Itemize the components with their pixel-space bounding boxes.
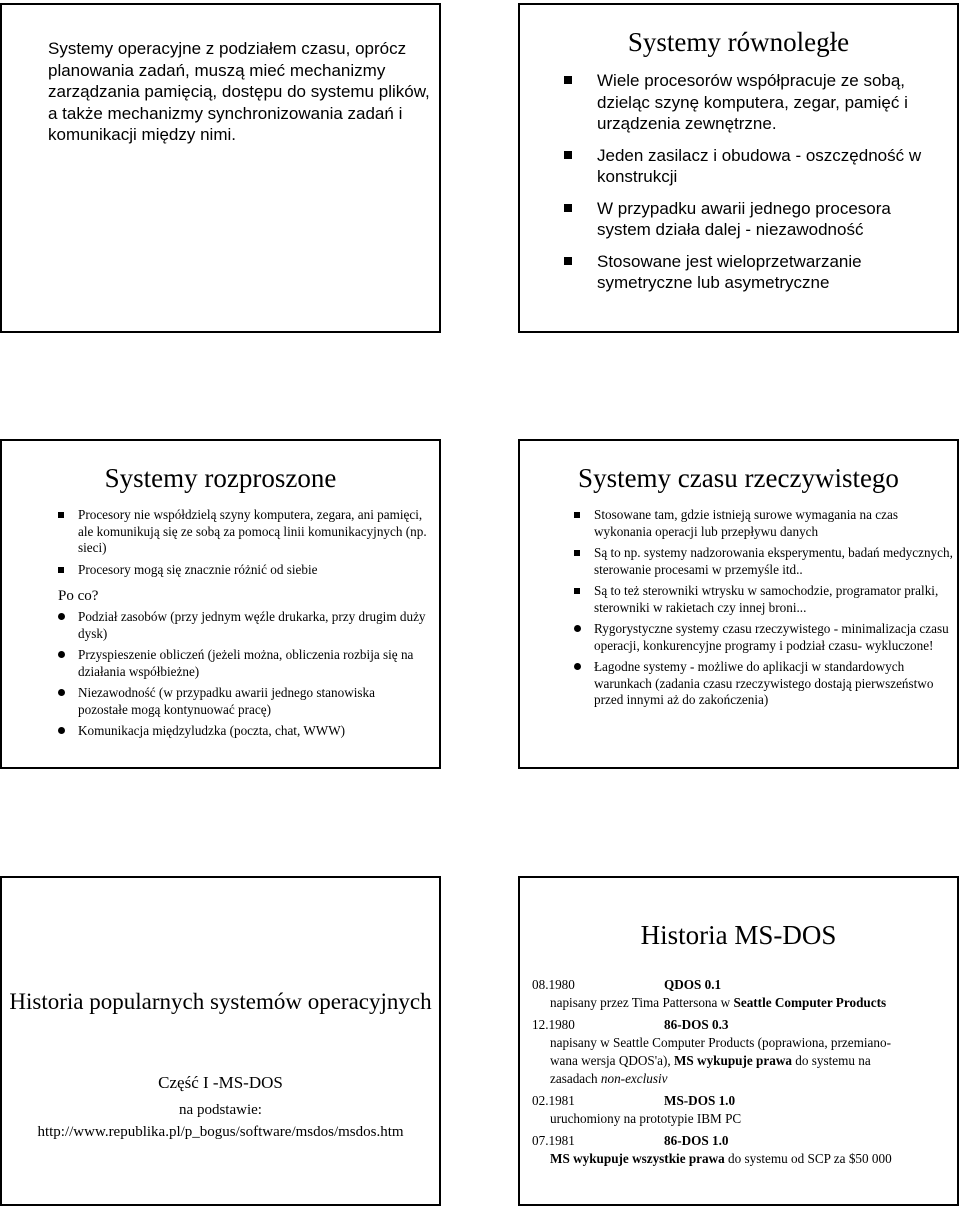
list-item-text: Niezawodność (w przypadku awarii jednego stanowiska pozostałe mogą kontynuować pracę) — [78, 685, 375, 717]
slide-title: Systemy rozproszone — [104, 463, 337, 493]
entry-text: napisany przez Tima Pattersona w — [550, 995, 734, 1010]
slide-distributed-systems — [0, 439, 441, 769]
history-entry — [532, 976, 952, 1012]
dot-bullet-icon — [574, 663, 581, 670]
list-item — [58, 609, 428, 642]
entry-date: 08.1980 — [532, 977, 575, 992]
square-bullet-icon — [564, 257, 572, 265]
dot-bullet-icon — [58, 689, 65, 696]
list-item-text: Rygorystyczne systemy czasu rzeczywistego - minimalizacja czasu operacji, konkurencyjne programy i podział czasu- wykluczone! — [594, 621, 949, 653]
list-item — [574, 507, 954, 540]
list-item — [58, 647, 428, 680]
list-item-text: Przyspieszenie obliczeń (jeżeli można, obliczenia rozbija się na działania współbieżne) — [78, 647, 414, 679]
slide-os-history-title — [0, 876, 441, 1206]
bullet-list — [574, 507, 954, 714]
square-bullet-icon — [58, 512, 64, 518]
entry-name: QDOS 0.1 — [664, 977, 722, 992]
entry-date: 02.1981 — [532, 1093, 575, 1108]
slide-realtime-systems — [518, 439, 959, 769]
list-item — [574, 659, 954, 709]
list-item — [58, 507, 428, 557]
square-bullet-icon — [574, 512, 580, 518]
source-url: http://www.republika.pl/p_bogus/software/msdos/msdos.htm — [37, 1124, 404, 1140]
entry-description — [532, 1150, 952, 1168]
list-item-text: Procesory nie współdzielą szyny komputera, zegara, ani pamięci, ale komunikują się ze sobą za pomocą linii komunikacyjnych (np. sieci) — [78, 507, 427, 555]
slide-time-sharing — [0, 3, 441, 333]
list-item-text: Stosowane tam, gdzie istnieją surowe wymagania na czas wykonania operacji lub przepływu danych — [594, 507, 898, 539]
entry-text-bold: MS wykupuje wszystkie prawa — [550, 1151, 725, 1166]
list-item — [564, 145, 949, 188]
slide-title: Systemy równoległe — [627, 27, 850, 57]
entry-date: 07.1981 — [532, 1133, 575, 1148]
list-item — [574, 545, 954, 578]
bullet-list — [58, 507, 428, 583]
list-item-text: Procesory mogą się znacznie różnić od siebie — [78, 561, 318, 577]
list-item — [58, 685, 428, 718]
history-entry — [532, 1092, 952, 1128]
square-bullet-icon — [574, 550, 580, 556]
dot-bullet-icon — [58, 651, 65, 658]
list-item-text: Łagodne systemy - możliwe do aplikacji w standardowych warunkach (zadania czasu rzeczywistego dostają pierwszeństwo przed innymi aż do zakończenia) — [594, 659, 934, 707]
list-item — [564, 251, 949, 294]
history-entry — [532, 1016, 952, 1088]
slide-title: Systemy czasu rzeczywistego — [578, 463, 899, 493]
entry-name: 86-DOS 1.0 — [664, 1133, 729, 1148]
list-item-text: Są to np. systemy nadzorowania eksperymentu, badań medycznych, sterowanie procesami w przemyśle itd.. — [594, 545, 953, 577]
list-item — [58, 723, 428, 740]
entry-text: wana wersja QDOS'a), — [550, 1053, 674, 1068]
history-entries — [532, 976, 952, 1172]
list-item-text: Są to też sterowniki wtrysku w samochodzie, programator pralki, sterowniki w rakietach czy innej broni... — [594, 583, 939, 615]
bullet-list — [58, 609, 428, 745]
entry-text: do systemu od SCP za $50 000 — [724, 1151, 892, 1166]
list-item-text: Stosowane jest wieloprzetwarzanie symetryczne lub asymetryczne — [597, 251, 862, 292]
slide-text: Systemy operacyjne z podziałem czasu, oprócz planowania zadań, muszą mieć mechanizmy zarządzania pamięcią, dostępu do systemu plików, a także mechanizmy synchronizowania zadań i komunikacji między nimi. — [48, 39, 430, 144]
slide-parallel-systems — [518, 3, 959, 333]
slide-msdos-history — [518, 876, 959, 1206]
list-item-text: Jeden zasilacz i obudowa - oszczędność w konstrukcji — [597, 145, 922, 186]
source-label: na podstawie: — [179, 1102, 262, 1118]
list-item — [574, 621, 954, 654]
entry-name: MS-DOS 1.0 — [664, 1093, 736, 1108]
list-item-text: Podział zasobów (przy jednym węźle drukarka, przy drugim duży dysk) — [78, 609, 426, 641]
entry-name: 86-DOS 0.3 — [664, 1017, 729, 1032]
dot-bullet-icon — [58, 727, 65, 734]
square-bullet-icon — [564, 76, 572, 84]
list-item-text: Wiele procesorów współpracuje ze sobą, dzieląc szynę komputera, zegar, pamięć i urządzenia zewnętrzne. — [597, 71, 908, 133]
list-item — [564, 198, 949, 241]
square-bullet-icon — [564, 151, 572, 159]
square-bullet-icon — [574, 588, 580, 594]
dot-bullet-icon — [58, 613, 65, 620]
list-item — [574, 583, 954, 616]
entry-date: 12.1980 — [532, 1017, 575, 1032]
bullet-list — [564, 70, 949, 304]
slide-title: Historia MS-DOS — [640, 920, 837, 950]
slide-title: Historia popularnych systemów operacyjnych — [9, 989, 432, 1014]
dot-bullet-icon — [574, 625, 581, 632]
square-bullet-icon — [564, 204, 572, 212]
entry-text: napisany w Seattle Computer Products (poprawiona, przemiano- — [550, 1035, 891, 1050]
entry-text-italic: non-exclusiv — [600, 1071, 668, 1086]
list-item-text: Komunikacja międzyludzka (poczta, chat, WWW) — [78, 723, 346, 738]
list-item — [58, 562, 428, 579]
question-heading: Po co? — [58, 588, 99, 604]
list-item-text: W przypadku awarii jednego procesora system działa dalej - niezawodność — [597, 198, 891, 239]
entry-text-bold: Seattle Computer Products — [733, 995, 887, 1010]
history-entry — [532, 1132, 952, 1168]
entry-text: zasadach — [550, 1071, 601, 1086]
entry-text-bold: MS wykupuje prawa — [673, 1053, 792, 1068]
list-item — [564, 70, 949, 135]
entry-description: uruchomiony na prototypie IBM PC — [550, 1111, 742, 1126]
slide-subtitle: Część I -MS-DOS — [158, 1073, 283, 1092]
entry-description — [532, 1034, 952, 1088]
entry-text: do systemu na — [791, 1053, 871, 1068]
entry-description — [532, 994, 952, 1012]
square-bullet-icon — [58, 567, 64, 573]
